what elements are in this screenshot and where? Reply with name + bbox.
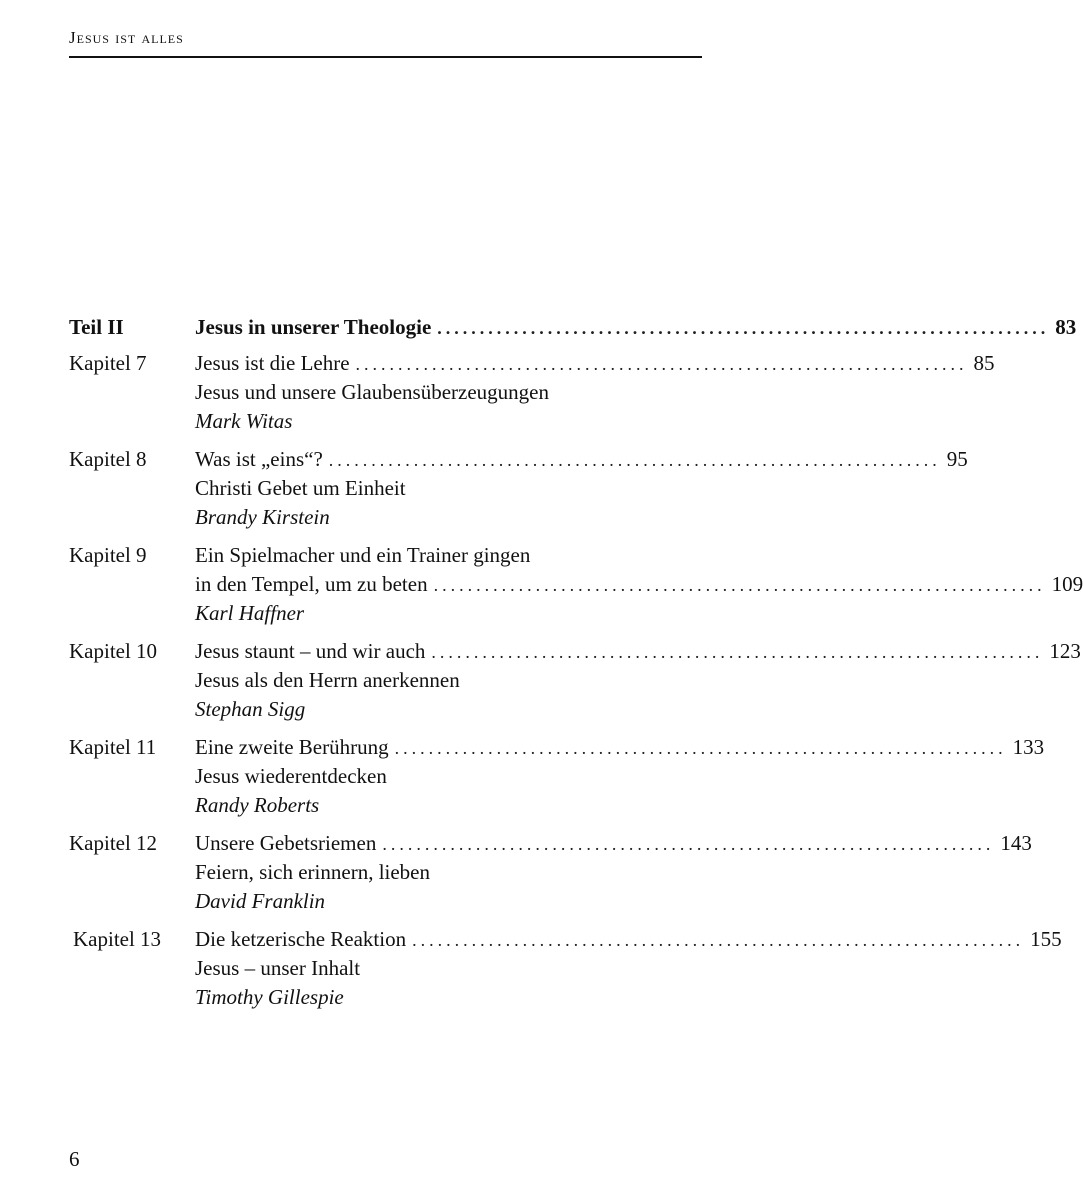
chapter-label: Kapitel 12: [69, 831, 158, 855]
chapter-subtitle: Christi Gebet um Einheit: [195, 476, 406, 500]
chapter-author: Mark Witas: [195, 409, 293, 433]
page-number: 6: [69, 1147, 80, 1171]
dot-leader: ........................................................................: [433, 575, 1046, 595]
toc-part-entry: [0, 313, 1077, 349]
dot-leader: ........................................................................: [394, 738, 1007, 758]
part-title: Jesus in unserer Theologie: [195, 315, 432, 339]
toc-chapter-entry: [0, 445, 968, 541]
running-head: Jesus ist alles: [69, 28, 184, 47]
chapter-title-row: [195, 733, 1045, 763]
chapter-subtitle: Jesus – unser Inhalt: [195, 956, 361, 980]
chapter-author: David Franklin: [195, 889, 326, 913]
toc-chapter-entry: [0, 829, 1032, 925]
chapter-label: Kapitel 11: [69, 735, 157, 759]
dot-leader: ........................................................................: [431, 642, 1044, 662]
chapter-subtitle: Jesus und unsere Glaubensüberzeugungen: [195, 380, 549, 404]
chapter-label: Kapitel 9: [69, 543, 147, 567]
table-of-contents: [0, 313, 1083, 1021]
chapter-label: Kapitel 13: [73, 927, 162, 951]
chapter-label: Kapitel 8: [69, 447, 147, 471]
part-label: Teil II: [69, 315, 124, 339]
dot-leader: ........................................................................: [328, 450, 941, 470]
toc-chapter-entry: [0, 637, 1081, 733]
chapter-title-row: [195, 570, 1083, 600]
chapter-subtitle: Jesus als den Herrn anerkennen: [195, 668, 460, 692]
chapter-page: 155: [1030, 927, 1062, 951]
toc-chapter-entry: [0, 733, 1045, 829]
chapter-title: Was ist „eins“?: [195, 447, 323, 471]
chapter-title: Eine zweite Berührung: [195, 735, 389, 759]
toc-chapter-entry: [0, 925, 1062, 1021]
chapter-title-line1: Ein Spielmacher und ein Trainer gingen: [195, 543, 531, 567]
chapter-title-row: [195, 925, 1062, 955]
chapter-title-row: [195, 445, 968, 475]
chapter-label: Kapitel 7: [69, 351, 147, 375]
chapter-title-row: [195, 349, 995, 379]
part-title-row: [195, 313, 1077, 343]
chapter-page: 133: [1012, 735, 1045, 759]
chapter-page: 143: [1000, 831, 1032, 855]
chapter-label: Kapitel 10: [69, 639, 158, 663]
chapter-title: in den Tempel, um zu beten: [195, 572, 428, 596]
chapter-author: Randy Roberts: [195, 793, 320, 817]
chapter-author: Timothy Gillespie: [195, 985, 344, 1009]
chapter-author: Brandy Kirstein: [195, 505, 330, 529]
dot-leader: ........................................................................: [355, 354, 968, 374]
dot-leader: ........................................................................: [437, 318, 1050, 338]
chapter-subtitle: Feiern, sich erinnern, lieben: [195, 860, 430, 884]
chapter-page: 123: [1049, 639, 1081, 663]
chapter-page: 95: [946, 447, 968, 471]
header-rule: [69, 56, 702, 58]
toc-chapter-entry: [0, 349, 995, 445]
part-page: 83: [1055, 315, 1077, 339]
chapter-page: 109: [1051, 572, 1083, 596]
chapter-subtitle: Jesus wiederentdecken: [195, 764, 387, 788]
chapter-page: 85: [973, 351, 995, 375]
dot-leader: ........................................................................: [412, 930, 1025, 950]
chapter-author: Karl Haffner: [195, 601, 305, 625]
chapter-title: Die ketzerische Reaktion: [195, 927, 407, 951]
chapter-title: Jesus ist die Lehre: [195, 351, 350, 375]
chapter-title: Jesus staunt – und wir auch: [195, 639, 426, 663]
dot-leader: ........................................................................: [382, 834, 995, 854]
chapter-title-row: [195, 637, 1081, 667]
chapter-author: Stephan Sigg: [195, 697, 306, 721]
chapter-title-row: [195, 829, 1032, 859]
chapter-title: Unsere Gebetsriemen: [195, 831, 377, 855]
toc-chapter-entry: [0, 541, 1083, 637]
